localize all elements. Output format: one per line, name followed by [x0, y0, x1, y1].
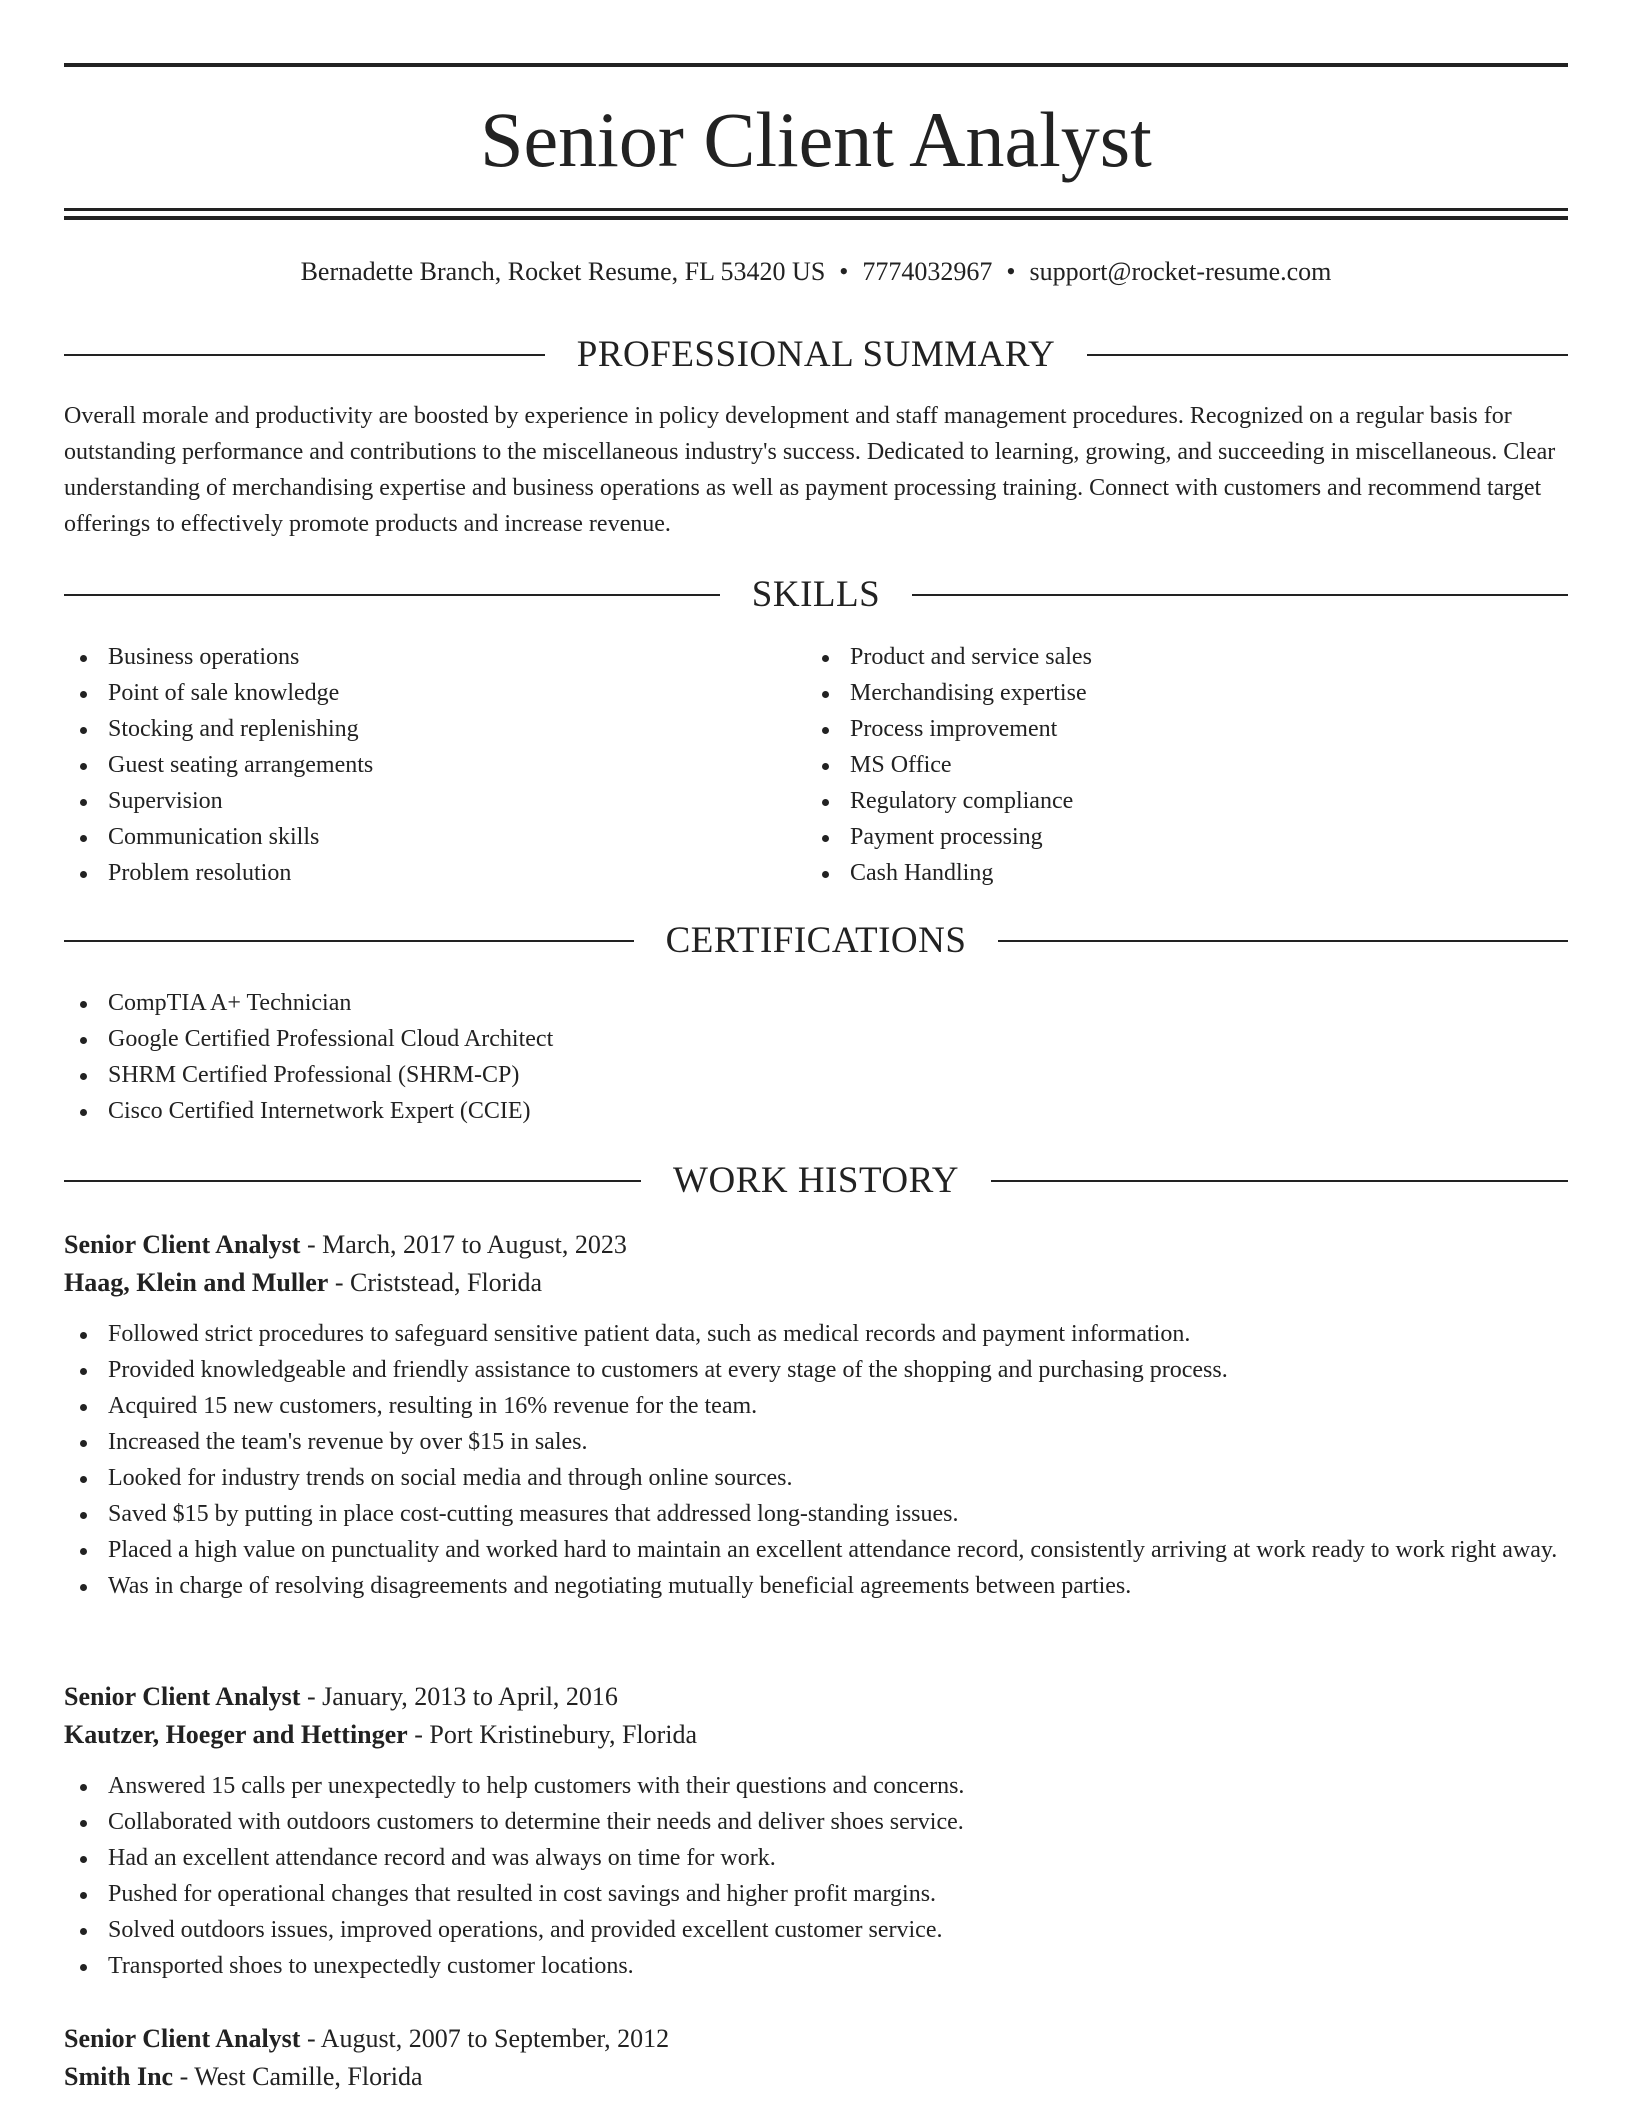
skill-item: Regulatory compliance: [806, 783, 1548, 819]
skill-item: Product and service sales: [806, 639, 1548, 675]
certifications-list: [64, 985, 1568, 1129]
job-title-line: [64, 2020, 1568, 2058]
skill-item: Point of sale knowledge: [64, 675, 806, 711]
job-location: - West Camille, Florida: [173, 2062, 423, 2091]
skills-columns: [64, 639, 1568, 891]
contact-address: Bernadette Branch, Rocket Resume, FL 53420 US: [300, 257, 826, 286]
job-company-line: [64, 1264, 1568, 1302]
contact-line: [64, 254, 1568, 290]
job-bullet: Looked for industry trends on social media and through online sources.: [64, 1460, 1568, 1496]
skill-item: Problem resolution: [64, 855, 806, 891]
contact-email: support@rocket-resume.com: [1029, 257, 1332, 286]
skills-list-left: [64, 639, 806, 891]
summary-heading: [64, 333, 1568, 377]
job-bullets: [64, 1768, 1568, 1984]
job-bullet: Saved $15 by putting in place cost-cutting measures that addressed long-standing issues.: [64, 1496, 1568, 1532]
skill-item: Supervision: [64, 783, 806, 819]
summary-text: Overall morale and productivity are boosted by experience in policy development and staff management procedures. Recognized on a regular basis for outstanding performance and contributions to the miscellaneous industry's success. Dedicated to learning, growing, and succeeding in miscellaneous. Clear understanding of merchandising expertise and business operations as well as payment processing training. Connect with customers and recommend target offerings to effectively promote products and increase revenue.: [64, 403, 1556, 537]
job-bullet: Followed strict procedures to safeguard sensitive patient data, such as medical records and payment information.: [64, 1316, 1568, 1352]
work-history-heading-label: WORK HISTORY: [673, 1160, 959, 1201]
job-title-line: [64, 1678, 1568, 1716]
certification-item: Google Certified Professional Cloud Architect: [64, 1021, 1568, 1057]
job-entry: [64, 1678, 1568, 1984]
skill-item: Communication skills: [64, 819, 806, 855]
title-double-rule: [64, 208, 1568, 220]
heading-rule-right: [912, 594, 1568, 596]
heading-rule-right: [991, 1180, 1568, 1182]
skill-item: Stocking and replenishing: [64, 711, 806, 747]
skills-heading-label: SKILLS: [751, 574, 881, 615]
skill-item: Guest seating arrangements: [64, 747, 806, 783]
contact-separator: •: [1006, 257, 1016, 286]
contact-separator: •: [839, 257, 849, 286]
job-location: - Criststead, Florida: [328, 1268, 543, 1297]
job-bullet: Provided knowledgeable and friendly assistance to customers at every stage of the shopping and purchasing process.: [64, 1352, 1568, 1388]
skill-item: Process improvement: [806, 711, 1548, 747]
job-bullet: Answered 15 calls per unexpectedly to help customers with their questions and concerns.: [64, 1768, 1568, 1804]
job-bullet: Increased the team's revenue by over $15 in sales.: [64, 1424, 1568, 1460]
job-bullet: Solved outdoors issues, improved operations, and provided excellent customer service.: [64, 1912, 1568, 1948]
job-bullets: [64, 1316, 1568, 1604]
job-entry: [64, 2020, 1568, 2096]
job-entry: [64, 1226, 1568, 1604]
job-title: Senior Client Analyst: [64, 1230, 301, 1259]
work-history-heading: [64, 1159, 1568, 1203]
contact-phone: 7774032967: [862, 257, 993, 286]
certifications-heading-label: CERTIFICATIONS: [665, 920, 967, 961]
heading-rule-right: [1087, 354, 1568, 356]
job-dates: - March, 2017 to August, 2023: [300, 1230, 627, 1259]
job-company: Smith Inc: [64, 2062, 174, 2091]
heading-rule-left: [64, 940, 634, 942]
skills-heading: [64, 573, 1568, 617]
job-bullet: Collaborated with outdoors customers to determine their needs and deliver shoes service.: [64, 1804, 1568, 1840]
job-bullet: Acquired 15 new customers, resulting in 16% revenue for the team.: [64, 1388, 1568, 1424]
job-location: - Port Kristinebury, Florida: [407, 1720, 698, 1749]
skill-item: Business operations: [64, 639, 806, 675]
job-dates: - January, 2013 to April, 2016: [300, 1682, 618, 1711]
heading-rule-left: [64, 354, 545, 356]
skill-item: MS Office: [806, 747, 1548, 783]
job-company-line: [64, 2058, 1568, 2096]
job-title: Senior Client Analyst: [64, 2024, 301, 2053]
job-company: Haag, Klein and Muller: [64, 1268, 329, 1297]
certification-item: Cisco Certified Internetwork Expert (CCIE): [64, 1093, 1568, 1129]
certifications-heading: [64, 919, 1568, 963]
job-title: Senior Client Analyst: [64, 1682, 301, 1711]
job-bullet: Transported shoes to unexpectedly customer locations.: [64, 1948, 1568, 1984]
resume-title: Senior Client Analyst: [480, 96, 1152, 183]
summary-heading-label: PROFESSIONAL SUMMARY: [576, 334, 1056, 375]
job-title-line: [64, 1226, 1568, 1264]
job-company: Kautzer, Hoeger and Hettinger: [64, 1720, 408, 1749]
heading-rule-right: [998, 940, 1568, 942]
skill-item: Cash Handling: [806, 855, 1548, 891]
certification-item: SHRM Certified Professional (SHRM-CP): [64, 1057, 1568, 1093]
job-bullet: Placed a high value on punctuality and worked hard to maintain an excellent attendance record, consistently arriving at work ready to work right away.: [64, 1532, 1568, 1568]
job-bullet: Had an excellent attendance record and was always on time for work.: [64, 1840, 1568, 1876]
skill-item: Merchandising expertise: [806, 675, 1548, 711]
heading-rule-left: [64, 594, 720, 596]
heading-rule-left: [64, 1180, 641, 1182]
certification-item: CompTIA A+ Technician: [64, 985, 1568, 1021]
skill-item: Payment processing: [806, 819, 1548, 855]
top-rule: [64, 63, 1568, 67]
skills-list-right: [806, 639, 1548, 891]
job-dates: - August, 2007 to September, 2012: [300, 2024, 670, 2053]
job-bullet: Was in charge of resolving disagreements and negotiating mutually beneficial agreements between parties.: [64, 1568, 1568, 1604]
job-bullet: Pushed for operational changes that resulted in cost savings and higher profit margins.: [64, 1876, 1568, 1912]
job-company-line: [64, 1716, 1568, 1754]
